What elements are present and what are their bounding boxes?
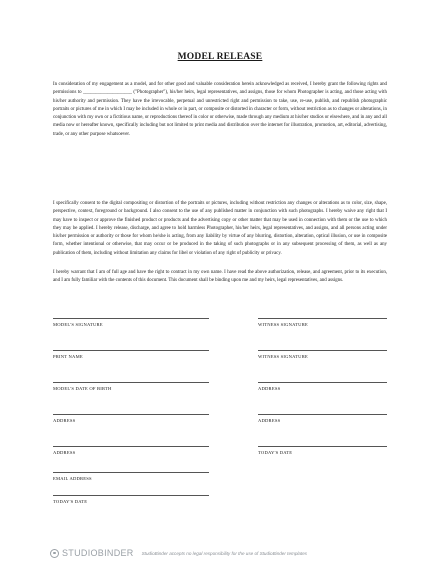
paragraph-warranty: I hereby warrant that I am of full age and have the right to contract in my own name. I have read the above authorization, release, and agreement, prior to its execution, and I am fully familiar with the contents of this document. This document shall be binding upon me and my heirs, legal representatives, and assigns.	[53, 270, 387, 284]
model-dob-field[interactable]	[53, 382, 209, 391]
paragraph-consent-and-release: I specifically consent to the digital compositing or distortion of the portraits or pictures, including without restriction any changes or alterations as to color, size, shape, perspective, context, foreground or background. I also consent to the use of any published matter in conjunction with such photographs. I hereby waive any right that I may have to inspect or approve the finished product or products and the advertising copy or other matter that may be used in connection with them or the use to which they may be applied. I hereby release, discharge, and agree to hold harmless Photographer, his/her heirs, legal representatives, and assigns, and all persons acting under his/her permission or authority or those for whom he/she is acting, from any liability by virtue of any blurring, distortion, alteration, optical illusion, or use in composite form, whether intentional or otherwise, that may occur or be produced in the taking of such photographs or in any subsequent processing of them, as well as any publication of them, including without limitation any claims for libel or violation of any right of publicity or privacy.	[53, 201, 387, 256]
studiobinder-logo-icon	[50, 549, 59, 558]
model-address-label-1: ADDRESS	[53, 418, 76, 423]
model-date-label: TODAY'S DATE	[53, 499, 88, 504]
footer-disclaimer: StudioBinder accepts no legal responsibility for the use of StudioBinder templates	[141, 550, 308, 556]
witness-signature-field-1[interactable]	[258, 318, 387, 327]
witness-date-line	[258, 446, 387, 447]
model-signature-line	[53, 318, 209, 319]
witness-address-line-2	[258, 414, 387, 415]
witness-signature-line-2	[258, 350, 387, 351]
model-address-field-1[interactable]	[53, 414, 209, 423]
model-dob-line	[53, 382, 209, 383]
email-address-label: EMAIL ADDRESS	[53, 476, 92, 481]
witness-address-field-1[interactable]	[258, 382, 387, 391]
print-name-field[interactable]	[53, 350, 209, 359]
print-name-line	[53, 350, 209, 351]
model-dob-label: MODEL'S DATE OF BIRTH	[53, 386, 112, 391]
witness-signature-label-1: WITNESS SIGNATURE	[258, 322, 308, 327]
witness-signature-label-2: WITNESS SIGNATURE	[258, 354, 308, 359]
email-address-field[interactable]	[53, 472, 209, 481]
model-date-field[interactable]	[53, 495, 209, 504]
witness-signature-field-2[interactable]	[258, 350, 387, 359]
witness-address-label-1: ADDRESS	[258, 386, 281, 391]
witness-address-line-1	[258, 382, 387, 383]
witness-date-field[interactable]	[258, 446, 387, 455]
model-address-line-1	[53, 414, 209, 415]
witness-address-label-2: ADDRESS	[258, 418, 281, 423]
email-address-line	[53, 472, 209, 473]
witness-signature-line-1	[258, 318, 387, 319]
witness-date-label: TODAY'S DATE	[258, 450, 293, 455]
model-date-line	[53, 495, 209, 496]
paragraph-grant-of-rights: In consideration of my engagement as a model, and for other good and valuable consideration herein acknowledged as received, I hereby grant the following rights and permissions to ____________________ ("Photographer"), his/her heirs, legal representatives, and assigns, those for whom Photographer is acting, and those acting with his/her authority and permission. They have the irrevocable, perpetual and unrestricted right and permission to take, use, re-use, publish, and republish photographic portraits or pictures of me in which I may be included in whole or in part, or composite or distorted in character or form, without restriction as to changes or alterations, in conjunction with my own or a fictitious name, or reproductions thereof in color or otherwise, made through any medium at his/her studios or elsewhere, and in any and all media now or hereafter known, specifically including but not limited to print media and distribution over the internet for illustration, promotion, art, editorial, advertising, trade, or any other purpose whatsoever.	[53, 82, 387, 137]
footer	[50, 544, 307, 562]
model-address-field-2[interactable]	[53, 446, 209, 455]
document-title: MODEL RELEASE	[177, 52, 263, 62]
studiobinder-logo-text: STUDIOBINDER	[62, 548, 134, 558]
print-name-label: PRINT NAME	[53, 354, 83, 359]
model-signature-label: MODEL'S SIGNATURE	[53, 322, 103, 327]
model-address-line-2	[53, 446, 209, 447]
model-signature-field[interactable]	[53, 318, 209, 327]
model-address-label-2: ADDRESS	[53, 450, 76, 455]
witness-address-field-2[interactable]	[258, 414, 387, 423]
